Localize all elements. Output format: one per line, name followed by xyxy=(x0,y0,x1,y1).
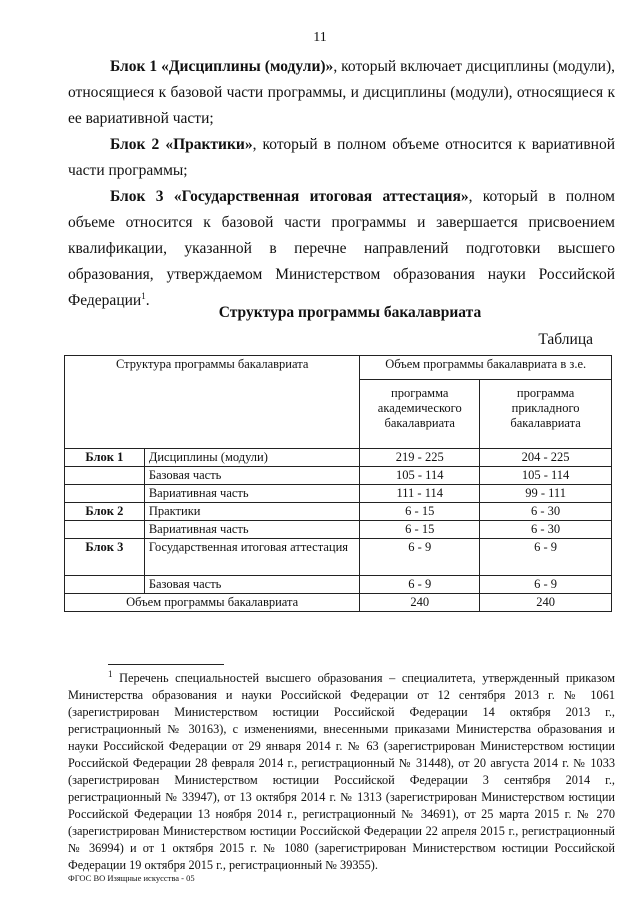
applied-value: 105 - 114 xyxy=(480,467,612,485)
section-title: Структура программы бакалавриата xyxy=(218,304,482,321)
row-name: Практики xyxy=(144,503,360,521)
academic-value: 6 - 9 xyxy=(360,576,480,594)
total-applied: 240 xyxy=(480,594,612,612)
block-2-text: , который в полном объеме относится к вариативной части программы; xyxy=(68,136,616,179)
block-cell xyxy=(65,576,145,594)
total-academic: 240 xyxy=(360,594,480,612)
row-name: Дисциплины (модули) xyxy=(144,449,360,467)
footnote xyxy=(68,670,615,874)
block-3-title: Блок 3 «Государственная итоговая аттестация» xyxy=(110,188,469,205)
footnote-text: Перечень специальностей высшего образования – специалитета, утвержденный приказом Министерства образования и науки Российской Федерации от 12 сентября 2013 г. № 1061 (зарегистрирован Министерством юстиции Российской Федерации 14 октября 2013 г., регистрационный № 30163), с изменениями, внесенными приказами Министерства образования и науки Российской Федерации от 29 января 2014 г. № 63 (зарегистрирован Министерством юстиции Российской Федерации 28 февраля 2014 г., регистрационный № 31448), от 20 августа 2014 г. № 1033 (зарегистрирован Министерством юстиции Российской Федерации 3 сентября 2014 г., регистрационный № 33947), от 13 октября 2014 г. № 1313 (зарегистрирован Министерством юстиции Российской Федерации 13 ноября 2014 г., регистрационный № 34691), от 25 марта 2015 г. № 270 (зарегистрирован Министерством юстиции Российской Федерации 22 апреля 2015 г., регистрационный № 36994) и от 1 октября 2015 г. № 1080 (зарегистрирован Министерством юстиции Российской Федерации 19 октября 2015 г., регистрационный № 39355). xyxy=(68,671,615,872)
row-name: Базовая часть xyxy=(144,576,360,594)
table-row xyxy=(65,467,612,485)
block-1-paragraph xyxy=(68,54,615,132)
block-3-text: , который в полном объеме относится к базовой части программы и завершается присвоением квалификации, указанной в перечне направлений подготовки высшего образования, утверждаемом Министерством образования науки Российской Федерации xyxy=(68,188,615,309)
applied-value: 6 - 30 xyxy=(480,521,612,539)
block-1-text: , который включает дисциплины (модули), относящиеся к базовой части программы, и дисциплины (модули), относящиеся к ее вариативной части; xyxy=(68,58,615,127)
academic-value: 6 - 15 xyxy=(360,521,480,539)
applied-value: 6 - 9 xyxy=(480,576,612,594)
academic-value: 6 - 9 xyxy=(360,539,480,576)
page-number: 11 xyxy=(313,30,327,45)
table-header-row xyxy=(65,356,612,380)
table-row xyxy=(65,539,612,576)
footnote-marker: 1 xyxy=(108,668,113,679)
block-2-title: Блок 2 «Практики» xyxy=(110,136,253,153)
header-academic: программа академического бакалавриата xyxy=(360,379,480,448)
table-row xyxy=(65,576,612,594)
applied-value: 204 - 225 xyxy=(480,449,612,467)
academic-value: 219 - 225 xyxy=(360,449,480,467)
header-applied: программа прикладного бакалавриата xyxy=(480,379,612,448)
block-3-end: . xyxy=(145,292,150,309)
academic-value: 6 - 15 xyxy=(360,503,480,521)
applied-value: 99 - 111 xyxy=(480,485,612,503)
header-volume: Объем программы бакалавриата в з.е. xyxy=(360,356,612,380)
row-name: Вариативная часть xyxy=(144,485,360,503)
block-cell: Блок 2 xyxy=(65,503,145,521)
table-label: Таблица xyxy=(538,331,593,348)
footnote-reference: 1 xyxy=(141,290,146,301)
block-1-title: Блок 1 «Дисциплины (модули)» xyxy=(110,58,334,75)
row-name: Базовая часть xyxy=(144,467,360,485)
applied-value: 6 - 30 xyxy=(480,503,612,521)
table-total-row xyxy=(65,594,612,612)
row-name: Государственная итоговая аттестация xyxy=(144,539,360,576)
applied-value: 6 - 9 xyxy=(480,539,612,576)
block-cell: Блок 1 xyxy=(65,449,145,467)
table-row xyxy=(65,503,612,521)
program-structure-table xyxy=(64,355,612,612)
block-3-paragraph xyxy=(68,184,615,314)
footnote-divider xyxy=(108,664,224,665)
table-row xyxy=(65,485,612,503)
academic-value: 105 - 114 xyxy=(360,467,480,485)
row-name: Вариативная часть xyxy=(144,521,360,539)
block-cell xyxy=(65,467,145,485)
table-row xyxy=(65,449,612,467)
block-cell xyxy=(65,521,145,539)
table-row xyxy=(65,521,612,539)
total-label: Объем программы бакалавриата xyxy=(65,594,360,612)
block-cell: Блок 3 xyxy=(65,539,145,576)
document-footer: ФГОС ВО Изящные искусства - 05 xyxy=(68,873,195,883)
header-structure: Структура программы бакалавриата xyxy=(65,356,360,449)
academic-value: 111 - 114 xyxy=(360,485,480,503)
block-2-paragraph xyxy=(68,132,615,184)
block-cell xyxy=(65,485,145,503)
